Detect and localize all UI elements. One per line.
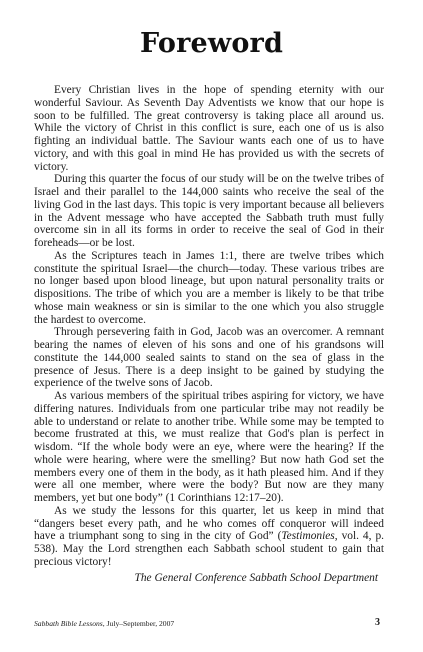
footer-publication: Sabbath Bible Lessons [34,619,103,628]
signature: The General Conference Sabbath School Department [134,572,378,584]
body-text [34,84,384,569]
paragraph-1: Every Christian lives in the hope of spending eternity with our wonderful Saviour. As Seventh Day Adventists we know that our hope is soon to be fulfilled. The great controversy is taking place all around us. While the victory of Christ in this conflict is sure, each one of us is also fighting an individual battle. The Saviour wants each one of us to have victory, and with this goal in mind He has provided us with the secrets of victory. [34,84,384,173]
paragraph-3: As the Scriptures teach in James 1:1, there are twelve tribes which constitute the spiritual Israel—the church—today. These various tribes are no longer based upon blood lineage, but upon natural personality traits or dispositions. The tribe of which you are a member is likely to be that tribe whose main weakness or sin is similar to the one which you also struggle the hardest to overcome. [34,249,384,326]
paragraph-4: Through persevering faith in God, Jacob was an overcomer. A remnant bearing the names of eleven of his sons and one of his grandsons will constitute the 144,000 sealed saints to stand on the sea of glass in the presence of Jesus. There is a deep insight to be gained by studying the experience of the twelve sons of Jacob. [34,326,384,390]
footer-publication-line [34,619,174,628]
paragraph-6-text-after: , vol. 4, p. 538). May the Lord strengthen each Sabbath school student to gain that precious victory! [34,530,384,568]
page-number: 3 [375,617,380,628]
paragraph-6 [34,505,384,569]
page-title: Foreword [139,28,284,59]
paragraph-2: During this quarter the focus of our study will be on the twelve tribes of Israel and their parallel to the 144,000 saints who receive the seal of the living God in the last days. This topic is very important because all believers in the Advent message who have accepted the Sabbath truth must fully overcome sin in all its forms in order to receive the seal of God in their foreheads—or be lost. [34,173,384,249]
paragraph-6-citation-title: Testimonies [281,530,335,543]
footer-period: , July–September, 2007 [102,619,175,628]
paragraph-5: As various members of the spiritual tribes aspiring for victory, we have differing natures. Individuals from one particular tribe may not readily be able to understand or relate to another tribe. While some may be tempted to become frustrated at this, we must realize that God's plan is perfect in wisdom. “If the whole body were an eye, where were the hearing? If the whole were hearing, where were the smelling? But now hath God set the members every one of them in the body, as it hath pleased him. And if they were all one member, where were the body? But now are they many members, yet but one body” (1 Corinthians 12:17–20). [34,390,384,504]
paragraph-6-text-before: As we study the lessons for this quarter, let us keep in mind that “dangers beset every path, and he who comes off conqueror will indeed have a triumphant song to sing in the city of God” ( [34,504,384,543]
